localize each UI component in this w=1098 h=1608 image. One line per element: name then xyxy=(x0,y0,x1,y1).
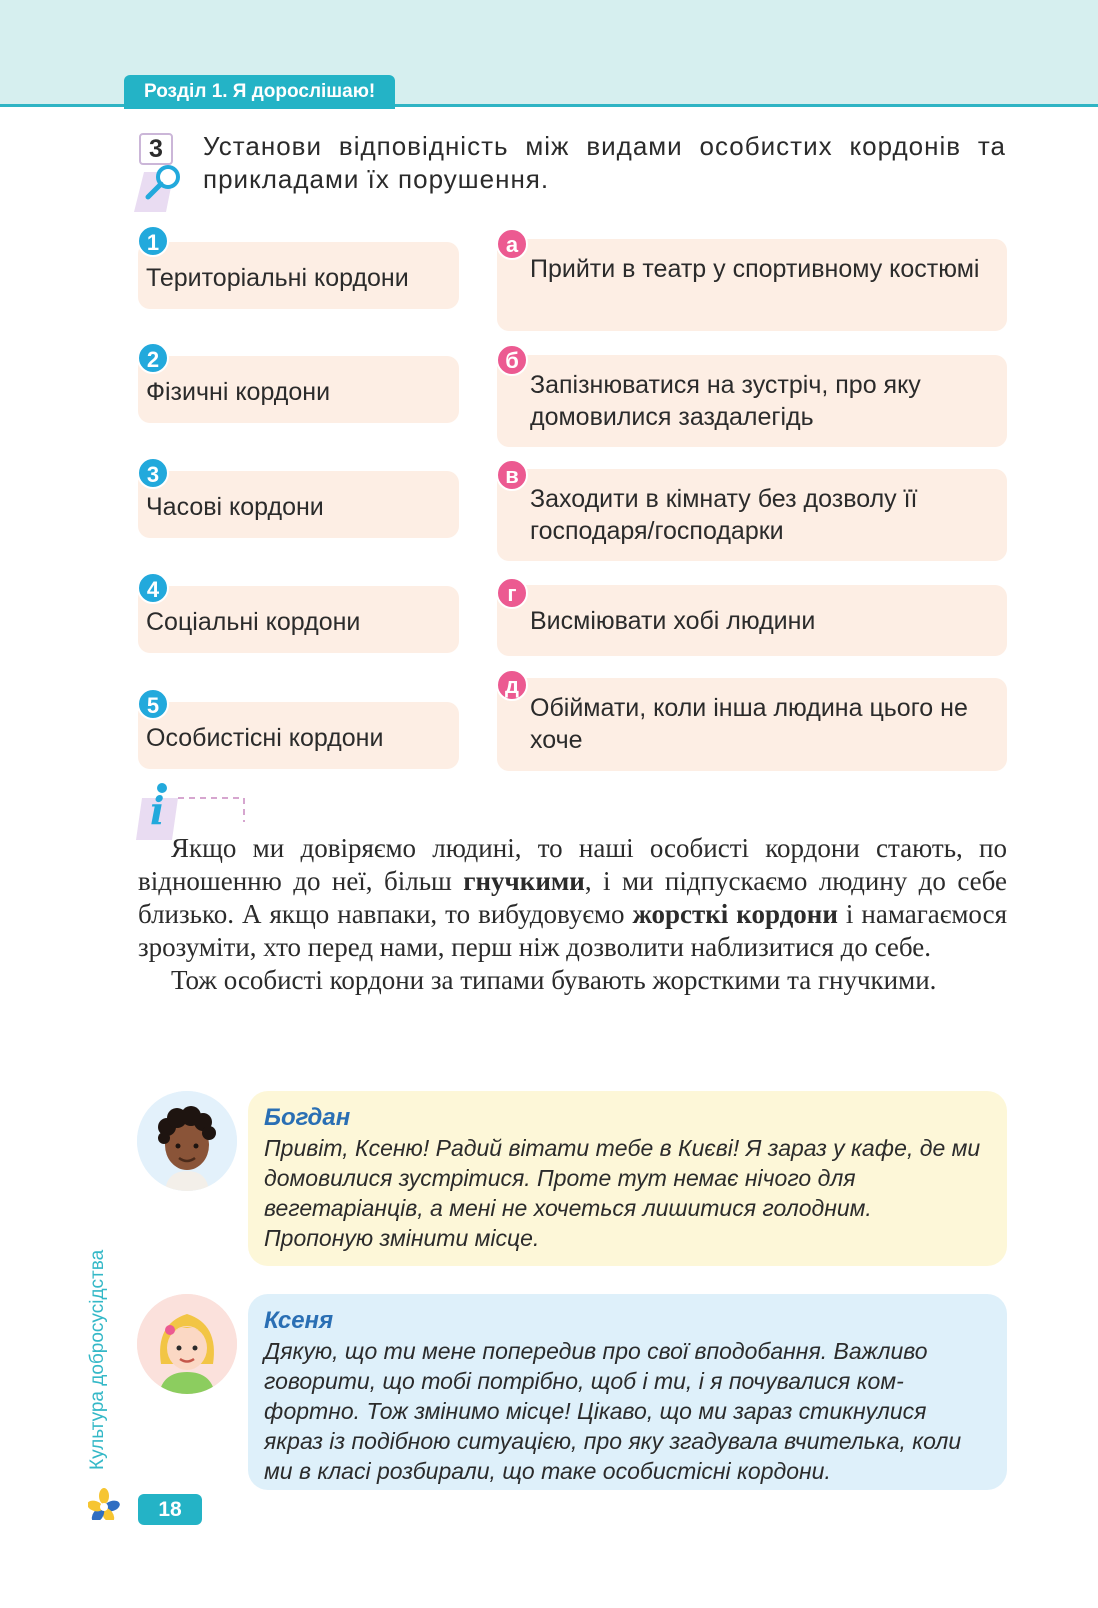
task-instruction: Установи відповідність між видами особистих кордонів та прикладами їх порушення. xyxy=(203,131,1006,194)
example-card-v xyxy=(497,469,1007,561)
svg-text:i: i xyxy=(150,788,165,833)
task-number: 3 xyxy=(139,133,173,165)
side-section-label: Культура добросусідства xyxy=(87,1249,108,1470)
example-text: Прийти в театр у спортивному костюмі xyxy=(530,255,980,283)
boundary-card-2 xyxy=(138,356,459,423)
speaker-name: Богдан xyxy=(264,1104,351,1131)
example-card-g xyxy=(497,585,1007,656)
info-paragraph-1: Якщо ми довіряємо людині, то наші особисті кордони стають, по відношенню до неї, більш гнучкими, і ми підпускаємо людину до себе близько. А якщо навпаки, то вибудовуємо жорсткі кордони і намагаємося зрозуміти, хто перед нами, перш ніж дозволити наблизитися до себе. xyxy=(138,833,1008,962)
number-badge: 4 xyxy=(137,572,169,604)
flower-icon xyxy=(88,1488,120,1520)
bohdan-speech-bubble xyxy=(248,1091,1007,1266)
letter-badge: г xyxy=(496,577,528,609)
example-card-d xyxy=(497,678,1007,771)
info-paragraph-2: Тож особисті кордони за типами бувають жорсткими та гнучкими. xyxy=(171,965,937,995)
ksenia-speech-bubble xyxy=(248,1294,1007,1490)
boundary-card-4 xyxy=(138,586,459,653)
ksenia-avatar xyxy=(137,1294,237,1394)
example-card-b xyxy=(497,355,1007,447)
boundary-label: Часові кордони xyxy=(146,493,324,521)
letter-badge: б xyxy=(496,344,528,376)
example-card-a xyxy=(497,239,1007,331)
example-text: Заходити в кімнату без дозволу її господаря/господарки xyxy=(530,485,918,545)
speaker-name: Ксеня xyxy=(264,1307,334,1334)
boundary-label: Особистісні кордони xyxy=(146,724,384,752)
speech-text: Привіт, Ксеню! Радий вітати тебе в Києві! Я зараз у кафе, де ми домовилися зустрітися. Проте тут немає нічого для вегетаріанців, а мені не хочеться лишитися голодним. Пропоную змінити місце. xyxy=(264,1135,981,1251)
number-badge: 3 xyxy=(137,457,169,489)
boundary-label: Фізичні кордони xyxy=(146,378,331,406)
number-badge: 2 xyxy=(137,342,169,374)
boundary-card-5 xyxy=(138,702,459,769)
page-number: 18 xyxy=(138,1494,202,1525)
letter-badge: д xyxy=(496,669,528,701)
info-text xyxy=(138,832,1007,997)
bohdan-avatar xyxy=(137,1091,237,1191)
boundary-label: Територіальні кордони xyxy=(146,264,409,292)
boundary-label: Соціальні кордони xyxy=(146,608,361,636)
speech-text: Дякую, що ти мене попередив про свої вподобання. Важливо говорити, що тобі потрібно, щоб і ти, і я почувалися комфортно. Тож змінимо місце! Цікаво, що ми зараз стикнулися якраз із подібною ситуацією, про яку згадувала вчителька, коли ми в класі розбирали, що таке особистісні кордони. xyxy=(264,1338,962,1484)
example-text: Висміювати хобі людини xyxy=(530,607,816,635)
example-text: Обіймати, коли інша людина цього не хоче xyxy=(530,694,968,754)
letter-badge: а xyxy=(496,228,528,260)
number-badge: 5 xyxy=(137,688,169,720)
letter-badge: в xyxy=(496,459,528,491)
boundary-card-1 xyxy=(138,242,459,309)
example-text: Запізнюватися на зустріч, про яку домовилися заздалегідь xyxy=(530,371,921,431)
number-badge: 1 xyxy=(137,225,169,257)
boundary-card-3 xyxy=(138,471,459,538)
section-title-tab: Розділ 1. Я дорослішаю! xyxy=(124,75,395,109)
